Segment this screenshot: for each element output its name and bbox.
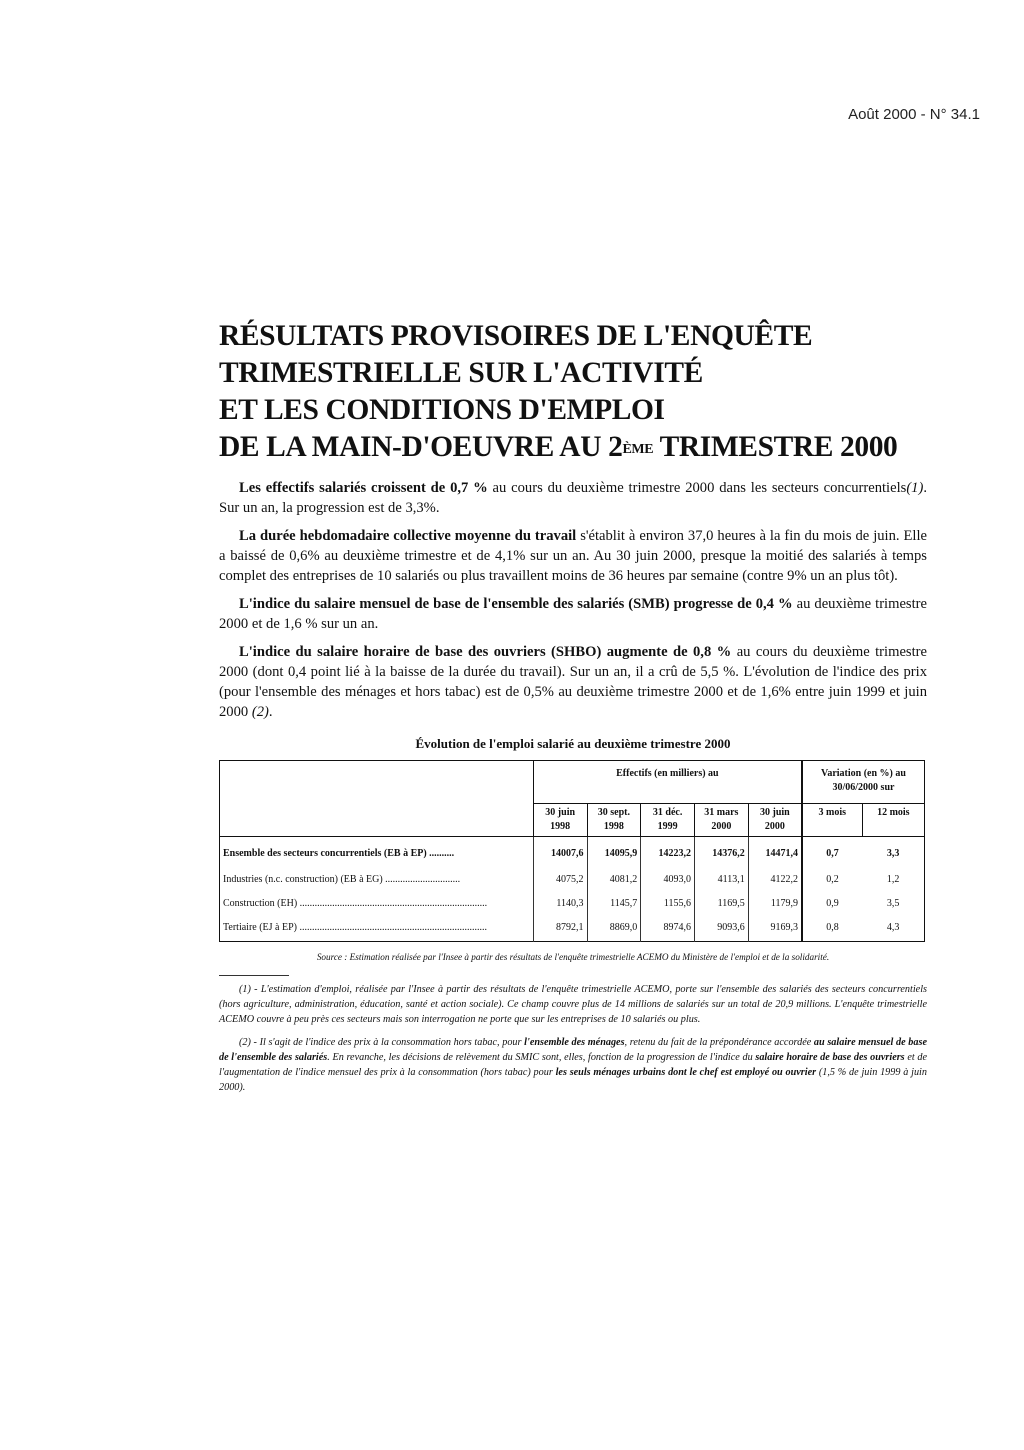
cell-var-3: 0,2 [802, 869, 862, 893]
cell-value: 4075,2 [533, 869, 587, 893]
cell-var-3: 0,9 [802, 893, 862, 917]
col-date-5 [748, 804, 802, 837]
col-var-3-months: 3 mois [802, 804, 862, 837]
table-corner [220, 761, 534, 837]
table-row-total [220, 837, 925, 870]
title-line-2: TRIMESTRIELLE SUR L'ACTIVITÉ [219, 357, 703, 389]
title-line-4-end: TRIMESTRE 2000 [653, 431, 898, 463]
cell-value: 4113,1 [695, 869, 749, 893]
header-variation: Variation (en %) au 30/06/2000 sur [802, 761, 925, 804]
table-title: Évolution de l'emploi salarié au deuxième trimestre 2000 [415, 736, 731, 751]
title-line-3: ET LES CONDITIONS D'EMPLOI [219, 394, 665, 426]
cell-value: 14007,6 [533, 837, 587, 870]
col-date-5-line-1: 30 juin [759, 807, 790, 818]
footnote-2-emphasis-2: au salaire mensuel de base de l'ensemble des salariés [219, 1037, 927, 1063]
col-date-5-line-2: 2000 [764, 821, 785, 832]
col-date-3-line-2: 1999 [657, 821, 678, 832]
cell-value: 1145,7 [587, 893, 641, 917]
table-source: Source : Estimation réalisée par l'Insee à partir des résultats de l'enquête trimestrielle ACEMO du Ministère de l'emploi et de la solidarité. [316, 952, 830, 962]
cell-value: 14095,9 [587, 837, 641, 870]
paragraph-work-duration-lead: La durée hebdomadaire collective moyenne du travail [239, 528, 577, 544]
cell-value: 8869,0 [587, 917, 641, 942]
footnote-2 [219, 1035, 927, 1095]
cell-value: 8792,1 [533, 917, 587, 942]
cell-value: 1179,9 [748, 893, 802, 917]
col-date-4 [695, 804, 749, 837]
cell-value: 1169,5 [695, 893, 749, 917]
col-date-1-line-2: 1998 [550, 821, 571, 832]
paragraph-employment-text-2: . Sur un an, la progression est de 3,3%. [219, 480, 927, 516]
footnote-2-emphasis-3: salaire horaire de base des ouvriers [755, 1052, 905, 1063]
cell-var-3: 0,7 [802, 837, 862, 870]
footnote-2-part-e: . En revanche, les décisions de relèvement du SMIC sont, elles, fonction de la progression de l'indice du [327, 1052, 756, 1063]
table-row [220, 869, 925, 893]
col-date-3-line-1: 31 déc. [652, 807, 683, 818]
cell-var-12: 1,2 [886, 874, 900, 885]
cell-var-12: 3,3 [886, 848, 900, 859]
cell-value: 14223,2 [641, 837, 695, 870]
cell-value: 1140,3 [533, 893, 587, 917]
paragraph-shbo-end: . [268, 704, 273, 720]
cell-var-12: 4,3 [886, 922, 900, 933]
col-date-1-line-1: 30 juin [545, 807, 576, 818]
footnote-ref-2: (2) [251, 704, 269, 720]
paragraph-employment-lead: Les effectifs salariés croissent de 0,7 % [239, 480, 488, 496]
paragraph-smb-lead: L'indice du salaire mensuel de base de l'ensemble des salariés (SMB) progresse de 0,4 % [239, 596, 793, 612]
col-date-1 [533, 804, 587, 837]
footnote-separator [219, 975, 289, 976]
paragraph-work-duration-text: s'établit à environ 37,0 heures à la fin du mois de juin. Elle a baissé de 0,6% au deuxième trimestre et de 4,1% sur un an. Au 30 juin 2000, presque la moitié des salariés à temps complet des entreprises de 10 salariés ou plus travaillent moins de 36 heures par semaine (contre 9% un an plus tôt). [219, 528, 928, 584]
title-superscript: ÈME [622, 442, 654, 457]
cell-value: 14471,4 [748, 837, 802, 870]
paragraph-smb [219, 594, 927, 634]
footnote-2-emphasis-4: les seuls ménages urbains dont le chef est employé ou ouvrier [555, 1067, 817, 1078]
col-date-2 [587, 804, 641, 837]
title-line-4 [219, 429, 939, 466]
footnote-2-part-c: , retenu du fait de la prépondérance accordée [624, 1037, 814, 1048]
header-effectifs: Effectifs (en milliers) au [533, 761, 802, 804]
footnote-2-part-a: (2) - Il s'agit de l'indice des prix à la consommation hors tabac, pour [239, 1037, 525, 1048]
title-line-4-start: DE LA MAIN-D'OEUVRE AU 2 [219, 431, 623, 463]
title-line-1: RÉSULTATS PROVISOIRES DE L'ENQUÊTE [219, 320, 813, 352]
footnote-ref-1: (1) [906, 480, 924, 496]
row-label: Construction (EH) ........................................................................... [223, 898, 488, 909]
paragraph-shbo [219, 642, 927, 722]
cell-value: 9169,3 [748, 917, 802, 942]
col-date-4-line-2: 2000 [711, 821, 732, 832]
cell-value: 4093,0 [641, 869, 695, 893]
row-label: Tertiaire (EJ à EP) ........................................................................... [223, 922, 487, 933]
paragraph-shbo-lead: L'indice du salaire horaire de base des ouvriers (SHBO) augmente de 0,8 % [239, 644, 732, 660]
cell-value: 1155,6 [641, 893, 695, 917]
footnote-2-part-i: (1,5 % de juin 1999 à juin 2000). [219, 1067, 927, 1093]
table-row [220, 917, 925, 942]
page-title [219, 318, 939, 466]
footnote-1: (1) - L'estimation d'emploi, réalisée par l'Insee à partir des résultats de l'enquête trimestrielle ACEMO, porte sur l'ensemble des salariés des secteurs concurrentiels (hors agriculture, administration, éducation, santé et action sociale). Ce champ couvre plus de 14 millions de salariés sur un total de 20,9 millions. L'enquête trimestrielle ACEMO couvre à peu près ces secteurs mais son interrogation ne porte que sur les entreprises de 10 salariés ou plus. [219, 984, 927, 1025]
col-date-3 [641, 804, 695, 837]
footnote-2-emphasis-1: l'ensemble des ménages [524, 1037, 625, 1048]
cell-value: 8974,6 [641, 917, 695, 942]
cell-value: 4081,2 [587, 869, 641, 893]
cell-value: 14376,2 [695, 837, 749, 870]
cell-var-12: 3,5 [886, 898, 900, 909]
row-label: Industries (n.c. construction) (EB à EG) .............................. [223, 874, 461, 885]
paragraph-work-duration [219, 526, 927, 586]
article-body [219, 478, 927, 1103]
paragraph-smb-text: au deuxième trimestre 2000 et de 1,6 % sur un an. [219, 596, 928, 632]
issue-reference: Août 2000 - N° 34.1 [848, 106, 980, 123]
cell-value: 9093,6 [695, 917, 749, 942]
paragraph-employment-text: au cours du deuxième trimestre 2000 dans les secteurs concurrentiels [487, 480, 907, 496]
col-date-4-line-1: 31 mars [704, 807, 739, 818]
paragraph-employment [219, 478, 927, 518]
cell-value: 4122,2 [748, 869, 802, 893]
footnote-2-part-g: et de l'augmentation de l'indice mensuel des prix à la consommation (hors tabac) pour [219, 1052, 927, 1078]
col-var-12-months: 12 mois [862, 804, 924, 837]
employment-table [219, 760, 925, 942]
table-row [220, 893, 925, 917]
paragraph-shbo-text: au cours du deuxième trimestre 2000 (dont 0,4 point lié à la baisse de la durée du travail). Sur un an, il a crû de 5,5 %. L'évolution de l'indice des prix (pour l'ensemble des ménages et hors tabac) est de 0,5% au deuxième trimestre 2000 et de 1,6% entre juin 1999 et juin 2000 [219, 644, 927, 720]
col-date-2-line-2: 1998 [603, 821, 624, 832]
cell-var-3: 0,8 [802, 917, 862, 942]
col-date-2-line-1: 30 sept. [597, 807, 631, 818]
row-label: Ensemble des secteurs concurrentiels (EB à EP) .......... [223, 848, 455, 859]
